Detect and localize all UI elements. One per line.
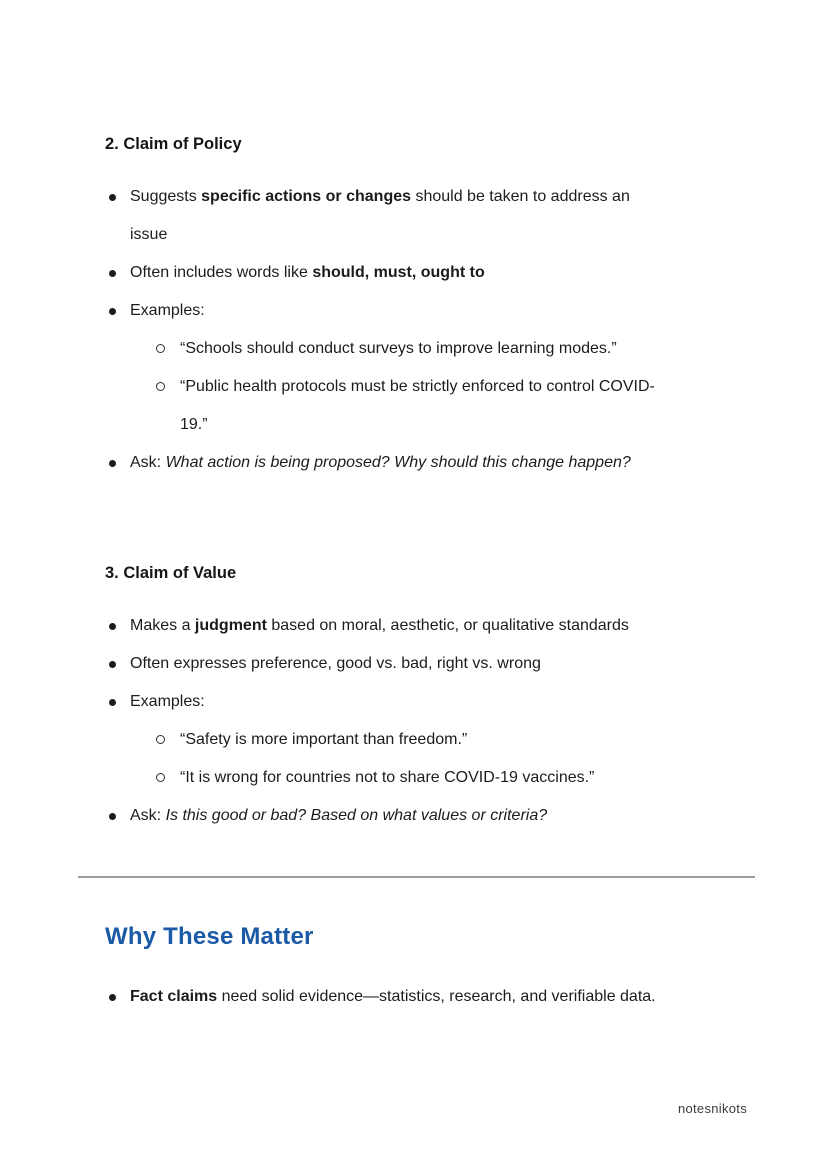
list-item-text: Ask: What action is being proposed? Why should this change happen? [130, 454, 631, 471]
list-item-text: Examples: [130, 693, 205, 710]
bullet-icon [105, 645, 130, 668]
list-item-text: “Public health protocols must be strictly enforced to control COVID-19.” [180, 378, 655, 433]
sub-bullet-icon [155, 330, 180, 353]
list-item-text: Examples: [130, 302, 205, 319]
list-item-text: Ask: Is this good or bad? Based on what values or criteria? [130, 807, 548, 824]
list-item-text: “Safety is more important than freedom.” [180, 731, 468, 748]
list-item [105, 607, 828, 645]
list-item [105, 178, 828, 254]
list-item [105, 254, 828, 292]
list-item [105, 330, 828, 368]
bullet-icon [105, 292, 130, 315]
list-item-text: Makes a judgment based on moral, aesthetic, or qualitative standards [130, 617, 629, 634]
bullet-icon [105, 254, 130, 277]
list-item-text: Suggests specific actions or changes should be taken to address an issue [130, 188, 630, 243]
list-item [105, 645, 828, 683]
list-item [105, 292, 828, 330]
list-item-text: Fact claims need solid evidence—statistics, research, and verifiable data. [130, 988, 656, 1005]
list-item-text: Often expresses preference, good vs. bad, right vs. wrong [130, 655, 541, 672]
list-item-text: “It is wrong for countries not to share COVID-19 vaccines.” [180, 769, 595, 786]
list-item [105, 368, 828, 444]
bullet-list-claim-of-value [105, 607, 828, 835]
list-item-text: “Schools should conduct surveys to improve learning modes.” [180, 340, 617, 357]
sub-bullet-icon [155, 759, 180, 782]
bullet-list-claim-of-policy [105, 178, 828, 482]
bullet-icon [105, 978, 130, 1001]
sub-bullet-icon [155, 721, 180, 744]
sub-bullet-icon [155, 368, 180, 391]
bullet-icon [105, 607, 130, 630]
bullet-icon [105, 178, 130, 201]
list-item [105, 759, 828, 797]
list-item [105, 721, 828, 759]
bullet-icon [105, 444, 130, 467]
section-heading-claim-of-policy: 2. Claim of Policy [105, 135, 242, 153]
list-item [105, 444, 828, 482]
list-item [105, 978, 828, 1016]
horizontal-divider [78, 876, 755, 878]
list-item-text: Often includes words like should, must, ought to [130, 264, 485, 281]
section-heading-claim-of-value: 3. Claim of Value [105, 564, 237, 582]
bullet-icon [105, 797, 130, 820]
bullet-list-why-these-matter [105, 978, 828, 1016]
bullet-icon [105, 683, 130, 706]
list-item [105, 797, 828, 835]
list-item [105, 683, 828, 721]
watermark-text: notesnikots [677, 1101, 747, 1116]
page-heading-why-these-matter: Why These Matter [105, 923, 314, 950]
